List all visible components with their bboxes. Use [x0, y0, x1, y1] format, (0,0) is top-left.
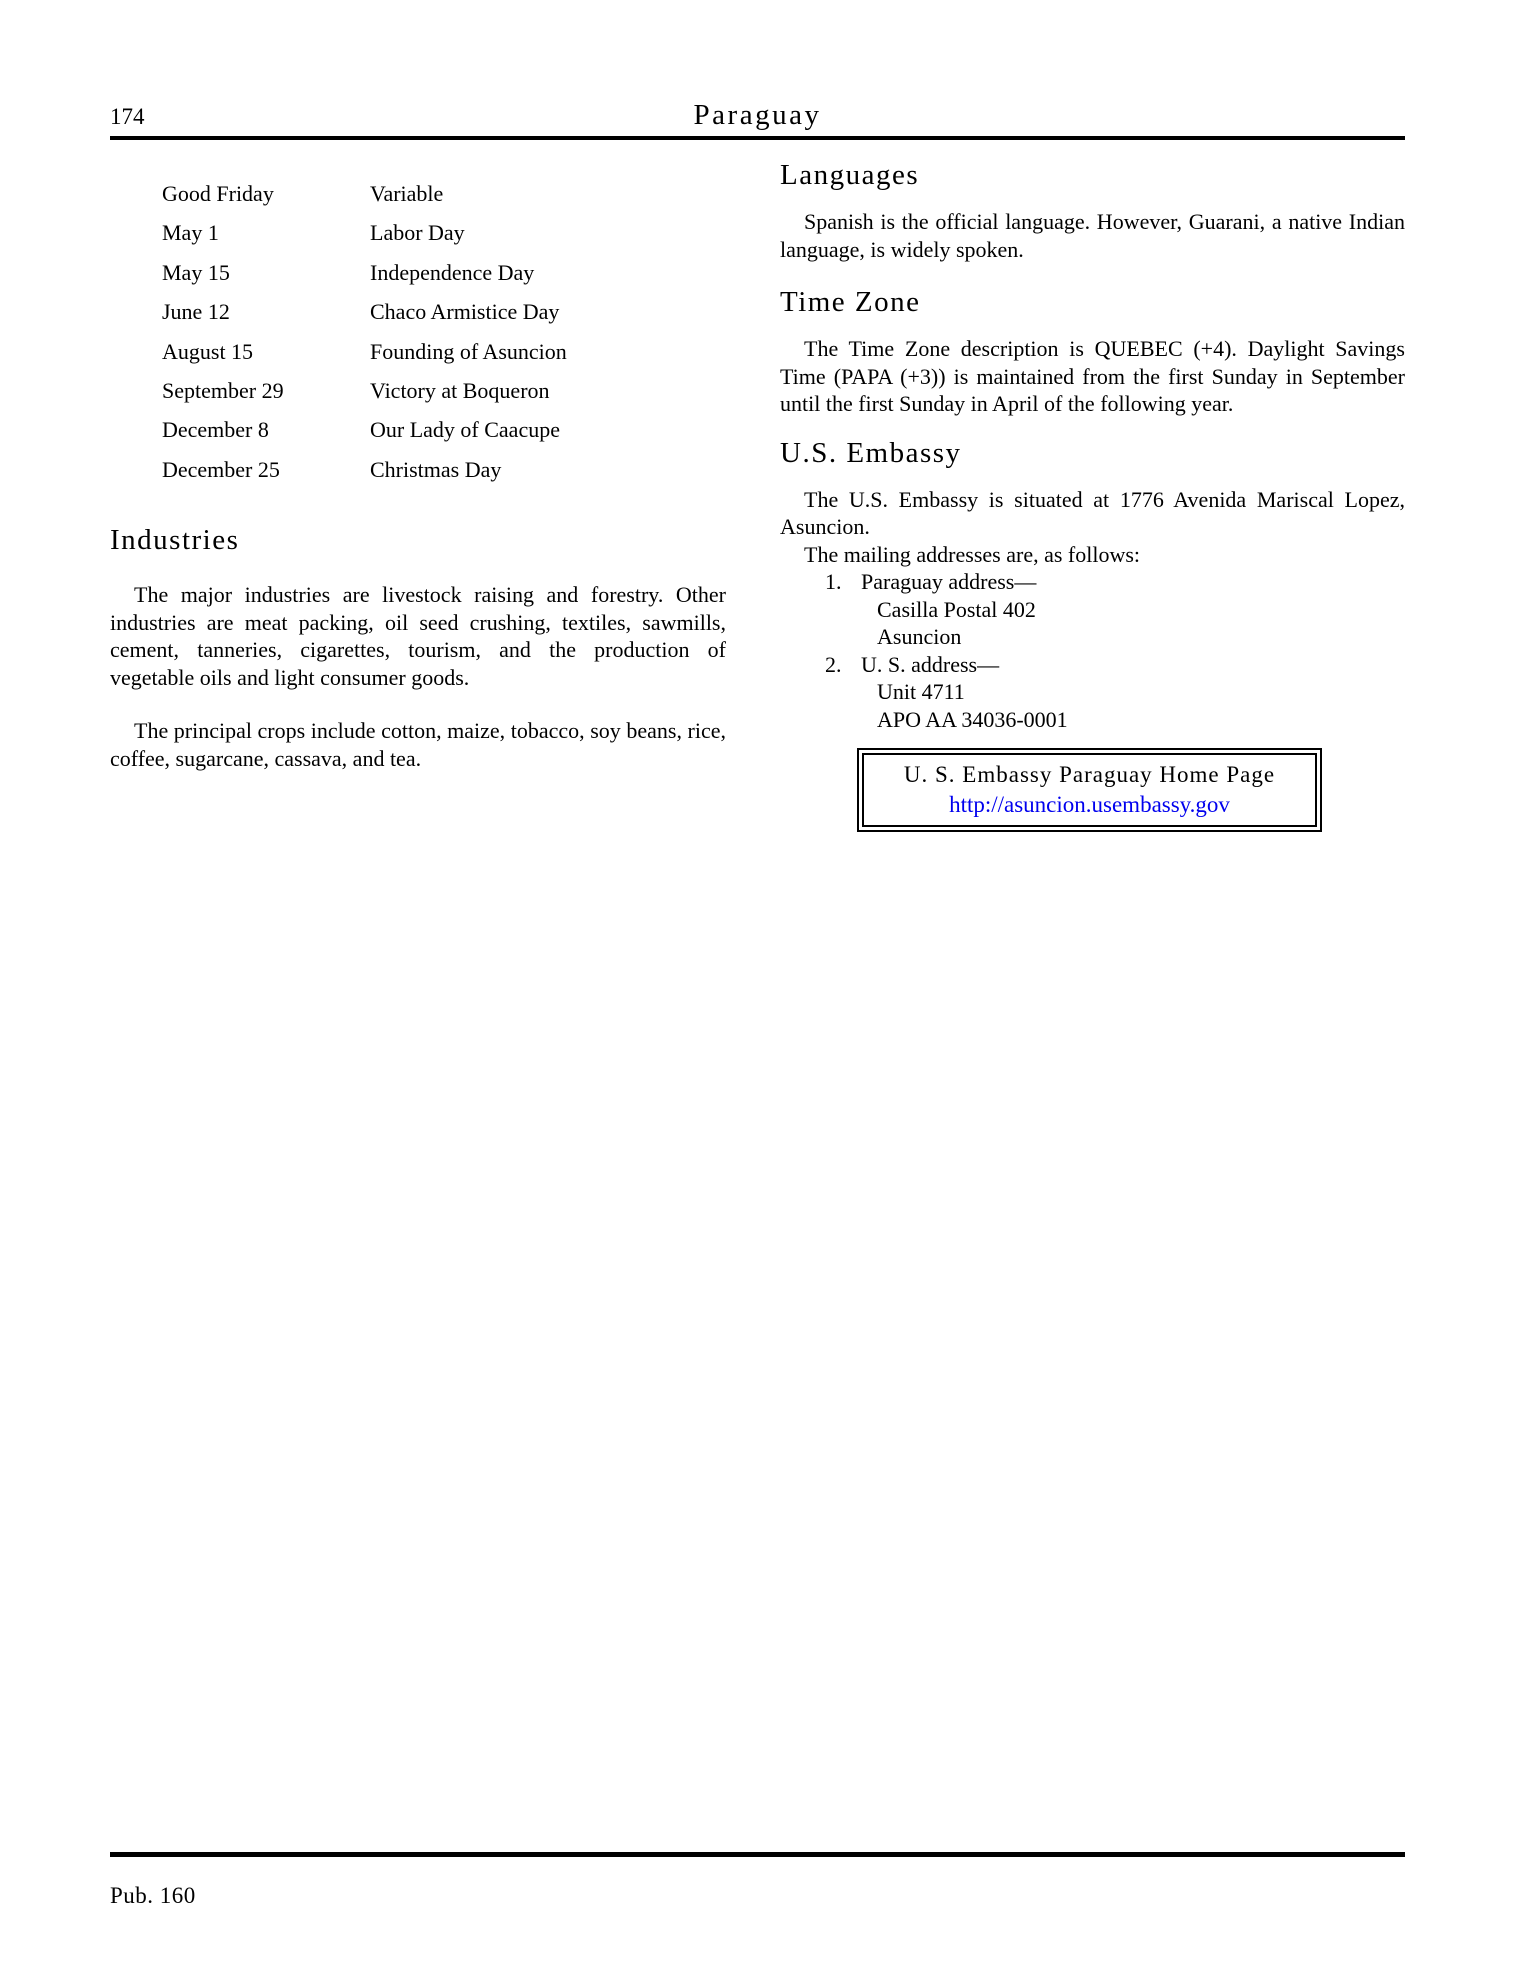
holiday-row: [162, 253, 726, 292]
holiday-name: Chaco Armistice Day: [370, 299, 560, 325]
holiday-date: June 12: [162, 299, 230, 325]
holiday-date: May 1: [162, 220, 219, 246]
holiday-name: Independence Day: [370, 259, 535, 285]
holiday-row: [162, 213, 726, 252]
holiday-date: September 29: [162, 378, 284, 404]
page-header: [110, 92, 1405, 130]
page-title: Paraguay: [693, 99, 822, 131]
timezone-heading: Time Zone: [780, 286, 921, 318]
holiday-row: [162, 292, 726, 331]
embassy-address-list: [780, 568, 1405, 733]
holiday-row: [162, 450, 726, 489]
address-line: Asuncion: [877, 624, 962, 649]
right-column: [780, 156, 1405, 832]
footer-rule: [110, 1852, 1405, 1857]
holiday-name: Victory at Boqueron: [370, 378, 550, 404]
industries-heading: Industries: [110, 524, 240, 557]
holiday-date: December 8: [162, 417, 269, 443]
holiday-row: [162, 410, 726, 449]
embassy-location-paragraph: The U.S. Embassy is situated at 1776 Avenida Mariscal Lopez, Asuncion.: [780, 486, 1405, 539]
address-label: Paraguay address—: [861, 569, 1037, 594]
address-number: 1.: [825, 569, 842, 594]
industries-paragraph-1: The major industries are livestock raising and forestry. Other industries are meat packing, oil seed crushing, textiles, sawmills, cement, tanneries, cigarettes, tourism, and the production of vegetable oils and light consumer goods.: [110, 582, 726, 690]
holiday-date: December 25: [162, 456, 280, 482]
timezone-paragraph: The Time Zone description is QUEBEC (+4). Daylight Savings Time (PAPA (+3)) is maintained from the first Sunday in September until the first Sunday in April of the following year.: [780, 336, 1405, 416]
embassy-heading: U.S. Embassy: [780, 436, 962, 469]
left-column: [110, 162, 726, 832]
holiday-date: Good Friday: [162, 181, 274, 206]
holiday-row: [162, 174, 726, 213]
address-item-1: [780, 568, 1405, 596]
embassy-homepage-box: [857, 748, 1322, 832]
publication-number: Pub. 160: [110, 1883, 196, 1908]
header-rule: [110, 136, 1405, 140]
industries-paragraph-2: The principal crops include cotton, maize, tobacco, soy beans, rice, coffee, sugarcane, cassava, and tea.: [110, 718, 726, 771]
holidays-table: [162, 174, 726, 489]
address-label: U. S. address—: [861, 651, 1000, 677]
holiday-date: May 15: [162, 259, 230, 285]
homepage-url-link[interactable]: http://asuncion.usembassy.gov: [949, 792, 1230, 817]
holiday-name: Our Lady of Caacupe: [370, 417, 560, 443]
languages-heading: Languages: [780, 159, 920, 191]
holiday-name: Christmas Day: [370, 456, 502, 482]
languages-paragraph: Spanish is the official language. However, Guarani, a native Indian language, is widely spoken.: [780, 209, 1405, 262]
address-line: Casilla Postal 402: [877, 596, 1036, 622]
holiday-name: Variable: [370, 181, 444, 206]
holiday-name: Labor Day: [370, 220, 465, 246]
address-item-2: [780, 651, 1405, 679]
address-line: Unit 4711: [877, 679, 965, 704]
holiday-row: [162, 371, 726, 410]
holiday-date: August 15: [162, 338, 254, 364]
address-number: 2.: [825, 651, 842, 677]
embassy-homepage-box-inner: [862, 753, 1317, 827]
homepage-box-title: U. S. Embassy Paraguay Home Page: [903, 762, 1276, 787]
address-line: APO AA 34036-0001: [877, 706, 1068, 732]
page-number: 174: [110, 104, 145, 129]
holiday-name: Founding of Asuncion: [370, 338, 567, 364]
embassy-mailing-intro: The mailing addresses are, as follows:: [804, 541, 1141, 567]
holiday-row: [162, 332, 726, 371]
